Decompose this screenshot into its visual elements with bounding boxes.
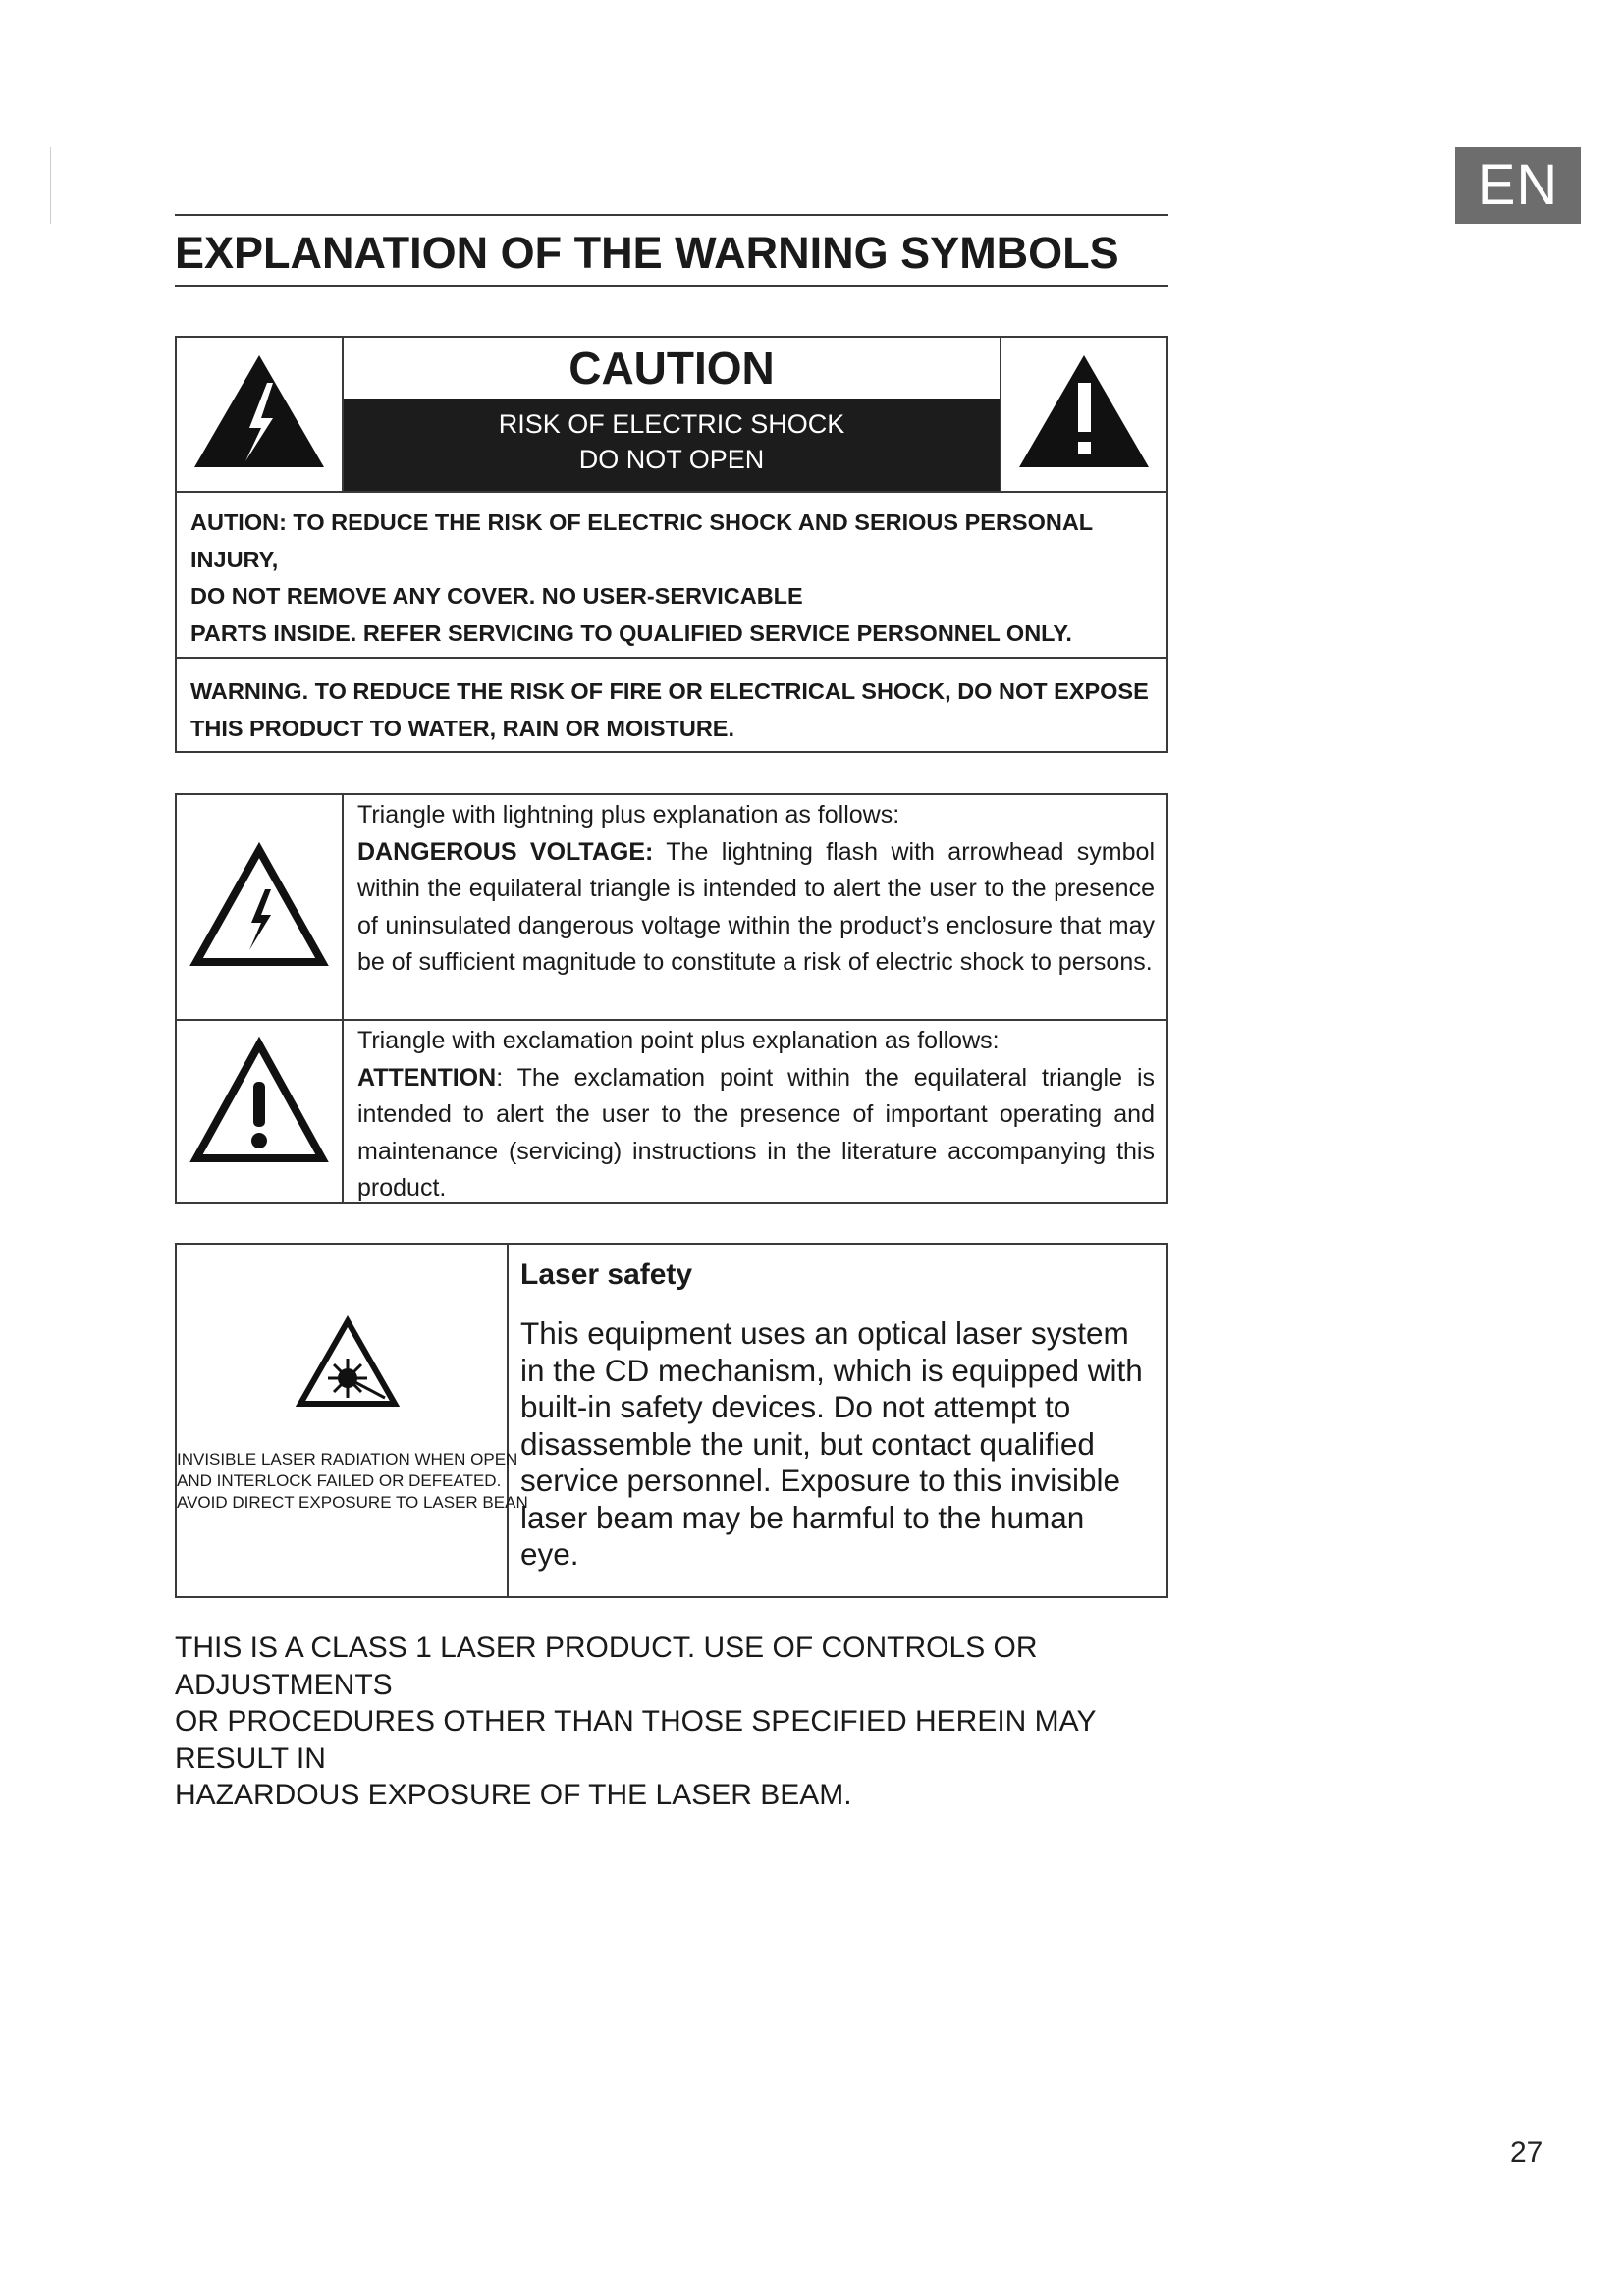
class-note-line: OR PROCEDURES OTHER THAN THOSE SPECIFIED HEREIN MAY RESULT IN <box>175 1705 1096 1775</box>
caution-line-1: RISK OF ELECTRIC SHOCK <box>498 409 845 439</box>
laser-body-line: laser beam may be harmful to the human eye. <box>520 1499 1085 1572</box>
caution-warning-text <box>190 505 1153 652</box>
symbol-body: : The exclamation point within the equilateral triangle is intended to alert the user to the presence of important operating and maintenance (servicing) instructions in the literature accompanying this product. <box>357 1063 1155 1201</box>
symbol-term: ATTENTION <box>357 1063 497 1092</box>
laser-body-line: disassemble the unit, but contact qualified <box>520 1425 1095 1462</box>
exclamation-triangle-icon <box>177 1021 342 1202</box>
caution-line-2: DO NOT OPEN <box>578 445 765 474</box>
symbol-icon-cell <box>177 795 344 1019</box>
laser-label-line: INVISIBLE LASER RADIATION WHEN OPEN <box>177 1450 518 1468</box>
symbol-description <box>357 1060 1155 1207</box>
caution-text-line: DO NOT REMOVE ANY COVER. NO USER-SERVICABLE <box>190 583 803 609</box>
section-header <box>175 214 1168 287</box>
caution-dark-panel <box>344 399 1000 491</box>
margin-rule <box>50 147 51 224</box>
exclamation-warning-icon <box>1001 338 1166 491</box>
laser-body-line: This equipment uses an optical laser system <box>520 1315 1129 1351</box>
symbol-icon-cell <box>177 1021 344 1202</box>
caution-heading: CAUTION <box>568 343 775 394</box>
laser-safety-body <box>520 1315 1149 1574</box>
caution-label <box>177 338 1166 493</box>
divider <box>177 657 1166 659</box>
caution-right-cell <box>1000 338 1166 491</box>
class-note-line: THIS IS A CLASS 1 LASER PRODUCT. USE OF CONTROLS OR ADJUSTMENTS <box>175 1631 1038 1701</box>
laser-class-note <box>175 1629 1176 1814</box>
symbol-row-exclamation <box>177 1021 1166 1202</box>
class-note-line: HAZARDOUS EXPOSURE OF THE LASER BEAM. <box>175 1779 852 1811</box>
electric-shock-warning-icon <box>177 338 342 491</box>
page-number: 27 <box>1510 2136 1543 2168</box>
laser-safety-block <box>175 1243 1168 1598</box>
symbol-intro: Triangle with exclamation point plus explanation as follows: <box>357 1027 1000 1054</box>
laser-body-line: in the CD mechanism, which is equipped with <box>520 1352 1143 1388</box>
symbol-intro: Triangle with lightning plus explanation as follows: <box>357 801 900 828</box>
lightning-triangle-icon <box>177 795 342 1019</box>
caution-text-line: PARTS INSIDE. REFER SERVICING TO QUALIFIED SERVICE PERSONNEL ONLY. <box>190 619 1072 646</box>
warning-text-line: WARNING. TO REDUCE THE RISK OF FIRE OR ELECTRICAL SHOCK, DO NOT EXPOSE <box>190 678 1149 704</box>
language-badge: EN <box>1455 147 1581 224</box>
laser-label-line: AND INTERLOCK FAILED OR DEFEATED. <box>177 1471 502 1490</box>
laser-safety-title: Laser safety <box>520 1258 693 1291</box>
laser-label-cell <box>177 1245 528 1596</box>
symbol-term: DANGEROUS VOLTAGE: <box>357 837 654 866</box>
caution-block <box>175 336 1168 753</box>
laser-warning-label <box>177 1449 528 1514</box>
caution-text-line: AUTION: TO REDUCE THE RISK OF ELECTRIC SHOCK AND SERIOUS PERSONAL INJURY, <box>190 509 1093 572</box>
symbol-explanation <box>357 1023 1155 1207</box>
symbol-description <box>357 834 1155 982</box>
symbol-body: The lightning flash with arrowhead symbol within the equilateral triangle is intended to alert the user to the presence of uninsulated dangerous voltage within the product’s enclosure that may be of sufficient magnitude to constitute a risk of electric shock to persons. <box>357 837 1155 976</box>
symbols-table <box>175 793 1168 1204</box>
caution-left-cell <box>177 338 344 491</box>
section-title: EXPLANATION OF THE WARNING SYMBOLS <box>175 228 1119 278</box>
symbol-explanation <box>357 797 1155 982</box>
caution-center-cell <box>344 338 1000 491</box>
laser-body-line: built-in safety devices. Do not attempt to <box>520 1389 1071 1424</box>
symbol-row-lightning <box>177 795 1166 1021</box>
warning-text-line: THIS PRODUCT TO WATER, RAIN OR MOISTURE. <box>190 715 734 741</box>
moisture-warning-text <box>190 673 1153 747</box>
laser-body-line: service personnel. Exposure to this invisible <box>520 1463 1121 1498</box>
laser-hazard-icon <box>177 1304 507 1451</box>
laser-label-line: AVOID DIRECT EXPOSURE TO LASER BEAN <box>177 1493 528 1512</box>
